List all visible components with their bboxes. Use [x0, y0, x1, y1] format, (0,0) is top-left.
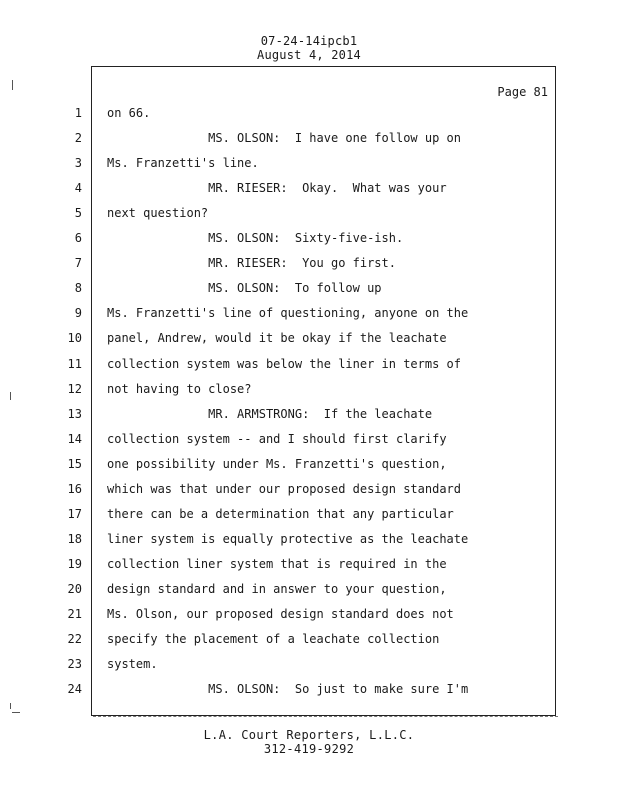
transcript-line: there can be a determination that any particular [107, 507, 454, 521]
line-number: 21 [67, 607, 82, 621]
transcript-line: MS. OLSON: To follow up [107, 281, 382, 295]
transcript-line: design standard and in answer to your question, [107, 582, 447, 596]
transcript-line: which was that under our proposed design standard [107, 482, 462, 496]
line-number: 13 [67, 407, 82, 421]
line-number: 2 [74, 131, 82, 145]
line-number: 15 [67, 457, 82, 471]
transcript-line: panel, Andrew, would it be okay if the leachate [107, 331, 447, 345]
line-number: 19 [67, 557, 82, 571]
line-number: 16 [67, 482, 82, 496]
line-number: 22 [67, 632, 82, 646]
transcript-line: on 66. [107, 106, 151, 120]
transcript-line: one possibility under Ms. Franzetti's question, [107, 457, 447, 471]
transcript-line: next question? [107, 206, 209, 220]
line-number: 7 [74, 256, 82, 270]
scan-mark [10, 392, 11, 400]
transcript-line: collection liner system that is required in the [107, 557, 447, 571]
transcript-line: Ms. Franzetti's line of questioning, anyone on the [107, 306, 469, 320]
transcript-line: liner system is equally protective as the leachate [107, 532, 469, 546]
line-number: 20 [67, 582, 82, 596]
reporter-phone: 312-419-9292 [263, 742, 355, 756]
transcript-line: Ms. Franzetti's line. [107, 156, 259, 170]
line-number: 3 [74, 156, 82, 170]
line-number: 8 [74, 281, 82, 295]
page-number: Page 81 [497, 85, 548, 99]
scan-mark [12, 80, 13, 90]
transcript-line: specify the placement of a leachate collection [107, 632, 440, 646]
line-number: 6 [74, 231, 82, 245]
transcript-line: MS. OLSON: I have one follow up on [107, 131, 462, 145]
transcript-line: MS. OLSON: Sixty-five-ish. [107, 231, 404, 245]
line-number: 14 [67, 432, 82, 446]
transcript-line: collection system -- and I should first clarify [107, 432, 447, 446]
transcript-line: MR. RIESER: Okay. What was your [107, 181, 447, 195]
line-number: 11 [67, 357, 82, 371]
line-number: 5 [74, 206, 82, 220]
transcript-line: collection system was below the liner in terms of [107, 357, 462, 371]
line-number: 4 [74, 181, 82, 195]
line-number: 17 [67, 507, 82, 521]
scan-mark [12, 712, 20, 713]
transcript-line: system. [107, 657, 158, 671]
frame-edge [93, 716, 558, 719]
line-number: 18 [67, 532, 82, 546]
scan-mark [10, 703, 11, 709]
hearing-date: August 4, 2014 [257, 48, 361, 62]
transcript-line: MR. RIESER: You go first. [107, 256, 396, 270]
transcript-line: MS. OLSON: So just to make sure I'm [107, 682, 469, 696]
case-id: 07-24-14ipcb1 [260, 34, 358, 48]
line-number: 12 [67, 382, 82, 396]
line-number: 24 [67, 682, 82, 696]
transcript-line: not having to close? [107, 382, 252, 396]
transcript-line: MR. ARMSTRONG: If the leachate [107, 407, 433, 421]
line-number: 10 [67, 331, 82, 345]
line-number: 1 [74, 106, 82, 120]
reporter-name: L.A. Court Reporters, L.L.C. [203, 728, 415, 742]
transcript-line: Ms. Olson, our proposed design standard does not [107, 607, 454, 621]
line-number: 23 [67, 657, 82, 671]
line-number: 9 [74, 306, 82, 320]
